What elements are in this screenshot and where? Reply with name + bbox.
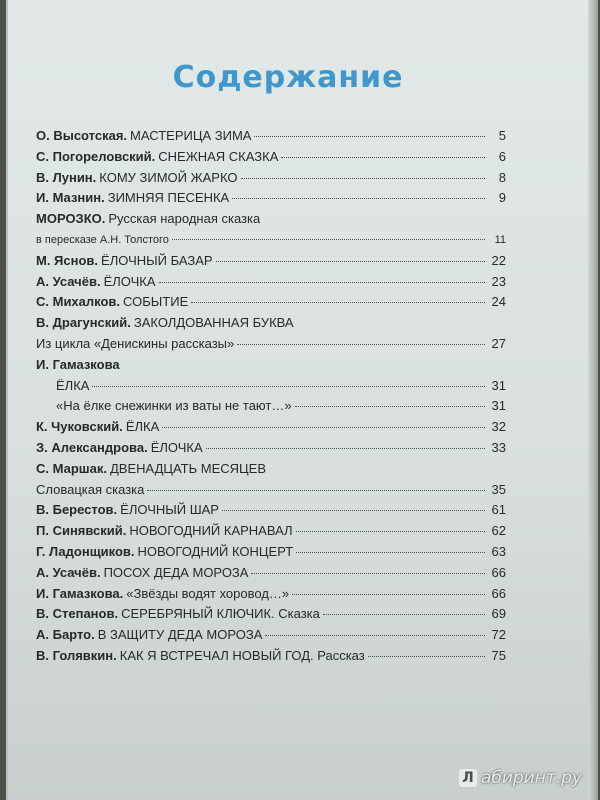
toc-leader-dots [159,282,485,283]
toc-page-number: 75 [491,647,506,663]
toc-author: В. Голявкин. [36,647,117,663]
toc-entry [36,646,506,667]
toc-leader-dots [295,406,485,407]
toc-entry [36,584,506,605]
toc-title: ЁЛОЧКА [103,273,156,289]
watermark-text: абиринт.ру [480,768,582,788]
toc-entry [36,292,506,313]
toc-title: КОМУ ЗИМОЙ ЖАРКО [99,169,238,185]
toc-entry [36,376,506,397]
toc-entry [36,438,506,459]
toc-title: КАК Я ВСТРЕЧАЛ НОВЫЙ ГОД. Рассказ [119,647,365,663]
toc-leader-dots [368,656,485,657]
toc-title: ЁЛОЧНЫЙ БАЗАР [101,252,213,268]
toc-page-number: 9 [498,190,506,206]
toc-page-number: 6 [498,148,506,164]
toc-title: ЁЛОЧНЫЙ ШАР [120,502,219,518]
toc-title: СЕРЕБРЯНЫЙ КЛЮЧИК. Сказка [121,606,320,622]
toc-author: В. Степанов. [36,606,119,622]
toc-entry [36,500,506,521]
toc-page-number: 61 [491,502,506,518]
toc-leader-dots [191,302,485,303]
toc-title: ЗАКОЛДОВАННАЯ БУКВА [133,315,294,331]
toc-page-number: 8 [498,169,506,185]
toc-entry [36,251,506,272]
toc-entry [36,334,506,355]
toc-title: ДВЕНАДЦАТЬ МЕСЯЦЕВ [109,460,267,476]
toc-entry [36,459,506,480]
toc-title: ЗИМНЯЯ ПЕСЕНКА [107,190,230,206]
toc-entry [36,521,506,542]
toc-entry [36,126,506,147]
toc-title: В ЗАЩИТУ ДЕДА МОРОЗА [97,627,263,643]
toc-title: НОВОГОДНИЙ КОНЦЕРТ [137,543,294,559]
toc-page-number: 63 [491,543,506,559]
toc-leader-dots [172,239,485,240]
toc-page-number: 32 [491,419,506,435]
toc-page-number: 24 [491,294,506,310]
toc-page-number: 11 [494,233,506,246]
book-page [6,0,598,800]
toc-author: С. Михалков. [36,294,121,310]
toc-title: ЁЛКА [125,419,160,435]
toc-leader-dots [323,614,485,615]
toc-title: ЁЛОЧКА [150,439,203,455]
toc-title: СОБЫТИЕ [123,294,189,310]
toc-entry [36,480,506,501]
contents-title: Содержание [172,60,404,95]
toc-page-number: 33 [491,439,506,455]
toc-author: И. Гамазкова. [36,585,124,601]
toc-page-number: 62 [491,523,506,539]
toc-title: «На ёлке снежинки из ваты не тают…» [56,398,292,414]
toc-entry [36,272,506,293]
toc-author: МОРОЗКО. [36,211,106,227]
toc-entry [36,604,506,625]
toc-leader-dots [237,344,485,345]
toc-author: З. Александрова. [36,439,148,455]
toc-leader-dots [147,490,485,491]
toc-title: Из цикла «Денискины рассказы» [36,335,235,351]
toc-title: НОВОГОДНИЙ КАРНАВАЛ [129,523,293,539]
toc-entry [36,147,506,168]
labirint-logo-icon: Л [459,769,477,787]
toc-author: С. Маршак. [36,460,107,476]
toc-page-number: 31 [491,377,506,393]
toc-page-number: 27 [491,335,506,351]
toc-entry [36,230,506,251]
toc-leader-dots [241,178,486,179]
toc-entry [36,563,506,584]
toc-leader-dots [265,635,485,636]
toc-author: В. Лунин. [36,169,97,185]
toc-title: Словацкая сказка [36,481,145,497]
toc-leader-dots [251,573,485,574]
toc-page-number: 31 [491,398,506,414]
toc-page-number: 23 [491,273,506,289]
watermark-logo [459,768,582,788]
toc-entry [36,209,506,230]
toc-entry [36,542,506,563]
toc-page-number: 22 [491,252,506,268]
toc-author: В. Берестов. [36,502,118,518]
toc-leader-dots [281,157,485,158]
toc-title: ПОСОХ ДЕДА МОРОЗА [103,564,249,580]
toc-leader-dots [92,386,485,387]
toc-author: К. Чуковский. [36,419,123,435]
toc-leader-dots [216,261,485,262]
toc-page-number: 72 [491,627,506,643]
table-of-contents [36,126,506,667]
toc-title: Русская народная сказка [108,211,261,227]
toc-author: П. Синявский. [36,523,127,539]
toc-entry [36,396,506,417]
toc-entry [36,168,506,189]
toc-author: И. Мазнин. [36,190,105,206]
toc-author: Г. Ладонщиков. [36,543,135,559]
toc-leader-dots [222,510,485,511]
toc-leader-dots [254,136,485,137]
toc-title: МАСТЕРИЦА ЗИМА [130,128,252,143]
toc-title: ЁЛКА [56,377,90,393]
toc-leader-dots [232,198,485,199]
toc-entry [36,355,506,376]
toc-page-number: 69 [491,606,506,622]
toc-page-number: 35 [491,481,506,497]
toc-author: О. Высотская. [36,128,128,143]
toc-author: А. Усачёв. [36,564,101,580]
toc-author: А. Барто. [36,627,95,643]
toc-leader-dots [206,448,485,449]
toc-author: В. Драгунский. [36,315,131,331]
toc-page-number: 66 [491,585,506,601]
toc-leader-dots [292,594,485,595]
toc-leader-dots [162,427,485,428]
toc-author: А. Усачёв. [36,273,101,289]
toc-title: в пересказе А.Н. Толстого [36,233,169,246]
toc-leader-dots [296,552,485,553]
toc-page-number: 66 [491,564,506,580]
toc-title: СНЕЖНАЯ СКАЗКА [158,148,279,164]
toc-author: М. Яснов. [36,252,99,268]
page-edge [588,0,598,800]
toc-entry [36,625,506,646]
toc-author: И. Гамазкова [36,356,120,372]
toc-page-number: 5 [498,128,506,143]
toc-entry [36,417,506,438]
toc-entry [36,313,506,334]
toc-title: «Звёзды водят хоровод…» [126,585,290,601]
toc-author: С. Погореловский. [36,148,156,164]
toc-leader-dots [296,531,485,532]
toc-entry [36,188,506,209]
